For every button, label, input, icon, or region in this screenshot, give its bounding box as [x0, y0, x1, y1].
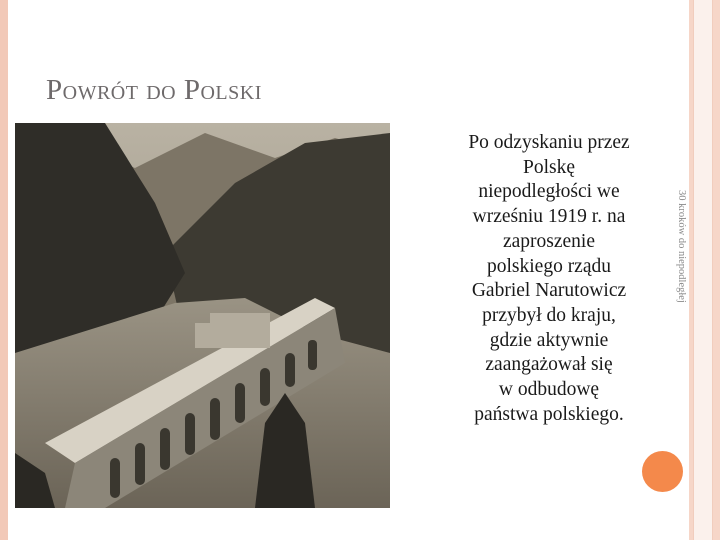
right-decorative-stripe	[693, 0, 713, 540]
left-decorative-bar	[0, 0, 8, 540]
dam-photo	[15, 123, 390, 508]
orange-accent-circle	[642, 451, 683, 492]
slide-body-text: Po odzyskaniu przez Polskę niepodległości we wrześniu 1919 r. na zaproszenie polskiego rządu Gabriel Narutowicz przybył do kraju, gdzie aktywnie zaangażował się w odbudowę państwa polskiego.	[468, 132, 630, 425]
slide-title: Powrót do Polski	[46, 74, 262, 106]
side-series-label: 30 kroków do niepodległej	[676, 190, 687, 303]
